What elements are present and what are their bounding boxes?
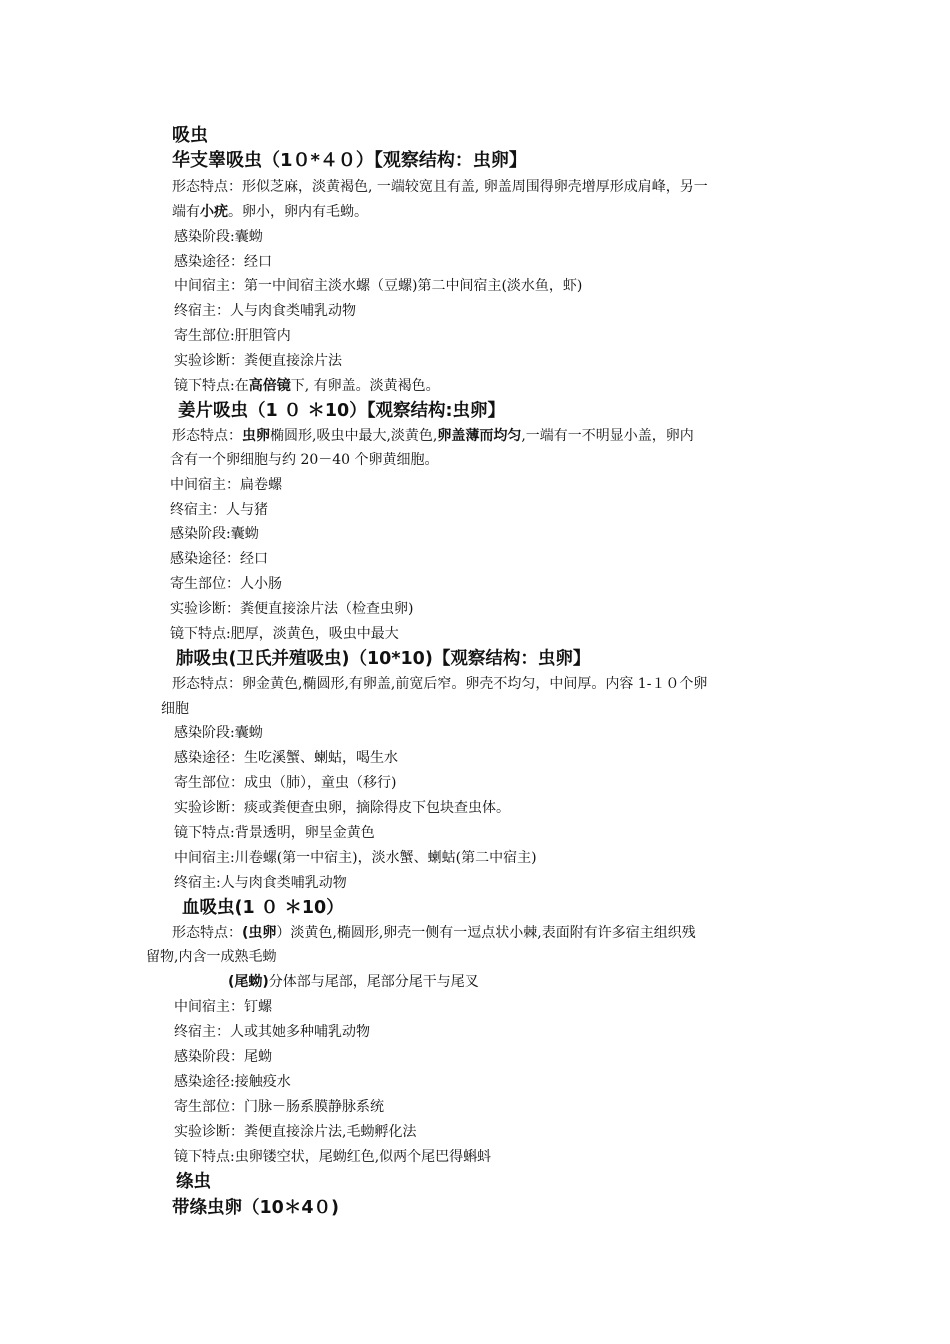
schistosoma-microscope: 镜下特点:虫卵镂空状，尾蚴红色,似两个尾巴得蝌蚪 [174, 1149, 492, 1165]
fasciolopsis-route: 感染途径：经口 [170, 551, 268, 567]
paragonimus-morphology-line1: 形态特点：卵金黄色,椭圆形,有卵盖,前宽后窄。卵壳不均匀，中间厚。内容 1-１０个卵 [172, 676, 708, 692]
fasciolopsis-morphology-line2: 含有一个卵细胞与约 20－40 个卵黄细胞。 [170, 452, 439, 468]
schistosoma-diagnosis: 实验诊断：粪便直接涂片法,毛蚴孵化法 [174, 1124, 417, 1140]
clonorchis-intermediate-host: 中间宿主：第一中间宿主淡水螺（豆螺)第二中间宿主(淡水鱼，虾) [174, 278, 583, 294]
heading-clonorchis: 华支睾吸虫（1０*４０）【观察结构：虫卵】 [172, 150, 527, 171]
fasciolopsis-site: 寄生部位：人小肠 [170, 576, 282, 592]
heading-taenia-eggs: 带绦虫卵（10＊4０) [172, 1198, 340, 1218]
section-title-trematodes: 吸虫 [172, 125, 208, 146]
paragonimus-microscope: 镜下特点:背景透明，卵呈金黄色 [174, 825, 375, 841]
fasciolopsis-infective-stage: 感染阶段:囊蚴 [170, 526, 259, 542]
clonorchis-morphology-line1: 形态特点：形似芝麻，淡黄褐色, 一端较宽且有盖, 卵盖周围得卵壳增厚形成肩峰，另一 [172, 179, 708, 195]
fasciolopsis-intermediate-host: 中间宿主：扁卷螺 [170, 477, 282, 493]
paragonimus-site: 寄生部位：成虫（肺），童虫（移行) [174, 775, 397, 791]
clonorchis-route: 感染途径：经口 [174, 254, 272, 270]
schistosoma-intermediate-host: 中间宿主：钉螺 [174, 999, 272, 1015]
clonorchis-site: 寄生部位:肝胆管内 [174, 328, 291, 344]
heading-paragonimus: 肺吸虫(卫氏并殖吸虫)（10*10)【观察结构：虫卵】 [176, 649, 591, 669]
clonorchis-diagnosis: 实验诊断：粪便直接涂片法 [174, 353, 342, 369]
fasciolopsis-morphology-line1: 形态特点：虫卵椭圆形,吸虫中最大,淡黄色,卵盖薄而均匀,一端有一不明显小盖，卵内 [172, 428, 694, 444]
clonorchis-infective-stage: 感染阶段:囊蚴 [174, 229, 263, 245]
paragonimus-intermediate-host: 中间宿主:川卷螺(第一中宿主)，淡水蟹、蝲蛄(第二中宿主) [174, 850, 537, 866]
heading-fasciolopsis: 姜片吸虫（1 ０ ＊10）【观察结构:虫卵】 [178, 401, 505, 421]
schistosoma-morphology-line2: 留物,内含一成熟毛蚴 [146, 949, 277, 965]
paragonimus-route: 感染途径：生吃溪蟹、蝲蛄，喝生水 [174, 750, 398, 766]
section-title-cestodes: 绦虫 [176, 1172, 211, 1192]
schistosoma-infective-stage: 感染阶段：尾蚴 [174, 1049, 272, 1065]
fasciolopsis-final-host: 终宿主：人与猪 [170, 502, 268, 518]
paragonimus-diagnosis: 实验诊断：痰或粪便查虫卵，摘除得皮下包块查虫体。 [174, 800, 510, 816]
fasciolopsis-microscope: 镜下特点:肥厚，淡黄色，吸虫中最大 [170, 626, 399, 642]
schistosoma-final-host: 终宿主：人或其她多种哺乳动物 [174, 1024, 370, 1040]
clonorchis-microscope: 镜下特点:在高倍镜下, 有卵盖。淡黄褐色。 [174, 378, 440, 394]
heading-schistosoma: 血吸虫(1 ０ ＊10） [182, 898, 344, 918]
paragonimus-morphology-line2: 细胞 [161, 701, 189, 717]
paragonimus-final-host: 终宿主:人与肉食类哺乳动物 [174, 875, 347, 891]
schistosoma-site: 寄生部位：门脉－肠系膜静脉系统 [174, 1099, 384, 1115]
fasciolopsis-diagnosis: 实验诊断：粪便直接涂片法（检查虫卵) [170, 601, 414, 617]
paragonimus-infective-stage: 感染阶段:囊蚴 [174, 725, 263, 741]
schistosoma-route: 感染途径:接触疫水 [174, 1074, 291, 1090]
schistosoma-cercaria: (尾蚴)分体部与尾部，尾部分尾干与尾叉 [228, 974, 479, 990]
clonorchis-final-host: 终宿主：人与肉食类哺乳动物 [174, 303, 356, 319]
clonorchis-morphology-line2: 端有小疣。卵小，卵内有毛蚴。 [172, 204, 368, 220]
schistosoma-morphology-line1: 形态特点：(虫卵）淡黄色,椭圆形,卵壳一侧有一逗点状小棘,表面附有许多宿主组织残 [172, 925, 696, 941]
